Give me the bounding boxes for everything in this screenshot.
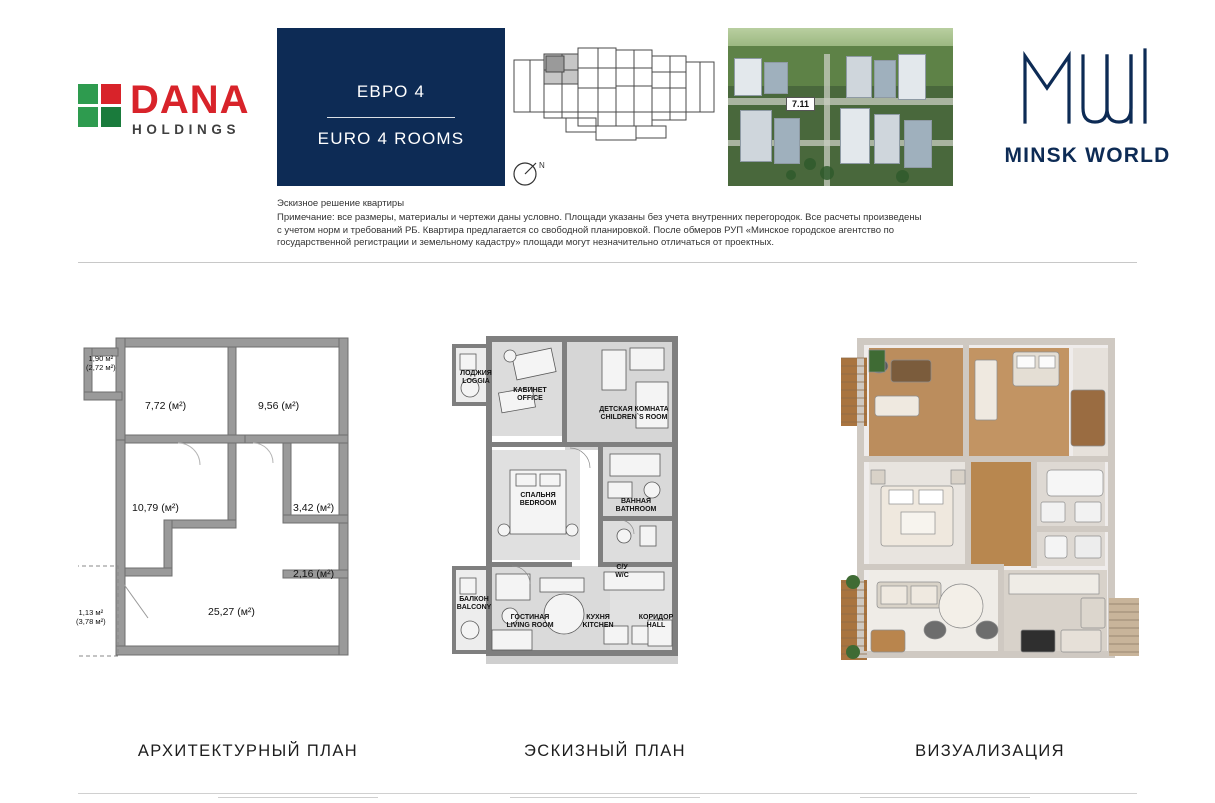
footer-divider [78, 793, 1137, 794]
area-loggia: 1,90 м² (2,72 м²) [86, 354, 116, 372]
caption-architectural-plan: АРХИТЕКТУРНЫЙ ПЛАН [137, 742, 359, 760]
area-balcony: 1,13 м² (3,78 м²) [76, 608, 106, 626]
area-room-342: 3,42 (м²) [293, 502, 335, 514]
footer-box-right [860, 797, 1030, 803]
apartment-type-title-block [277, 28, 505, 186]
compass-icon [512, 160, 552, 188]
svg-text:N: N [539, 161, 545, 170]
label-bathroom: ВАННАЯ BATHROOM [615, 498, 657, 513]
sheet-header [0, 0, 1215, 248]
dana-holdings-logo [78, 78, 268, 144]
dana-wordmark: DANA [130, 78, 250, 122]
caption-sketch-plan: ЭСКИЗНЫЙ ПЛАН [524, 742, 686, 760]
visualization-render [835, 330, 1145, 670]
label-living-room: ГОСТИНАЯ LIVING ROOM [506, 614, 554, 629]
header-divider [78, 262, 1137, 263]
aerial-render-image [728, 28, 953, 186]
note-line-2: с учетом норм и требований РБ. Квартира предлагается со свободной планировкой. После обмеров РУП «Минское городское агентство по [277, 224, 895, 236]
floor-keyplan [510, 30, 724, 160]
footer-box-center [510, 797, 700, 803]
area-room-216: 2,16 (м²) [293, 568, 335, 580]
label-wc: С/У W/C [615, 564, 629, 579]
area-room-2527: 25,27 (м²) [208, 606, 255, 618]
area-room-956: 9,56 (м²) [258, 400, 300, 412]
note-title: Эскизное решение квартиры [277, 198, 405, 209]
label-children-room: ДЕТСКАЯ КОМНАТА CHILDREN`S ROOM [599, 406, 669, 421]
area-room-1079: 10,79 (м²) [132, 502, 179, 514]
title-divider [327, 117, 455, 118]
apartment-type-en: EURO 4 ROOMS [317, 129, 465, 148]
label-loggia: ЛОДЖИЯ LOGGIA [460, 370, 492, 385]
label-hall: КОРИДОР HALL [638, 614, 674, 629]
sketch-plan [452, 330, 758, 670]
dana-squares-icon [78, 84, 122, 128]
label-bedroom: СПАЛЬНЯ BEDROOM [519, 492, 557, 507]
label-kitchen: КУХНЯ KITCHEN [582, 614, 614, 629]
minsk-world-mark-icon [1013, 40, 1163, 130]
sheet-notes [277, 198, 977, 250]
minsk-world-wordmark: MINSK WORLD [1004, 144, 1171, 167]
architectural-plan [78, 330, 418, 670]
unit-marker-label: 7.11 [786, 97, 815, 111]
minsk-world-logo [995, 40, 1180, 180]
label-balcony: БАЛКОН BALCONY [456, 596, 492, 611]
apartment-type-ru: ЕВРО 4 [356, 82, 426, 101]
footer-box-left [218, 797, 378, 803]
note-line-3: государственной регистрации и земельному кадастру» площади могут незначительно отличаться от проектных. [277, 237, 775, 248]
label-office: КАБИНЕТ OFFICE [513, 387, 547, 402]
caption-visualization: ВИЗУАЛИЗАЦИЯ [915, 742, 1065, 760]
area-room-772: 7,72 (м²) [145, 400, 187, 412]
note-line-1: Примечание: все размеры, материалы и чертежи даны условно. Площади указаны без учета внутренних перегородок. Все расчеты произведены [277, 212, 922, 223]
dana-subtitle: HOLDINGS [132, 122, 241, 137]
